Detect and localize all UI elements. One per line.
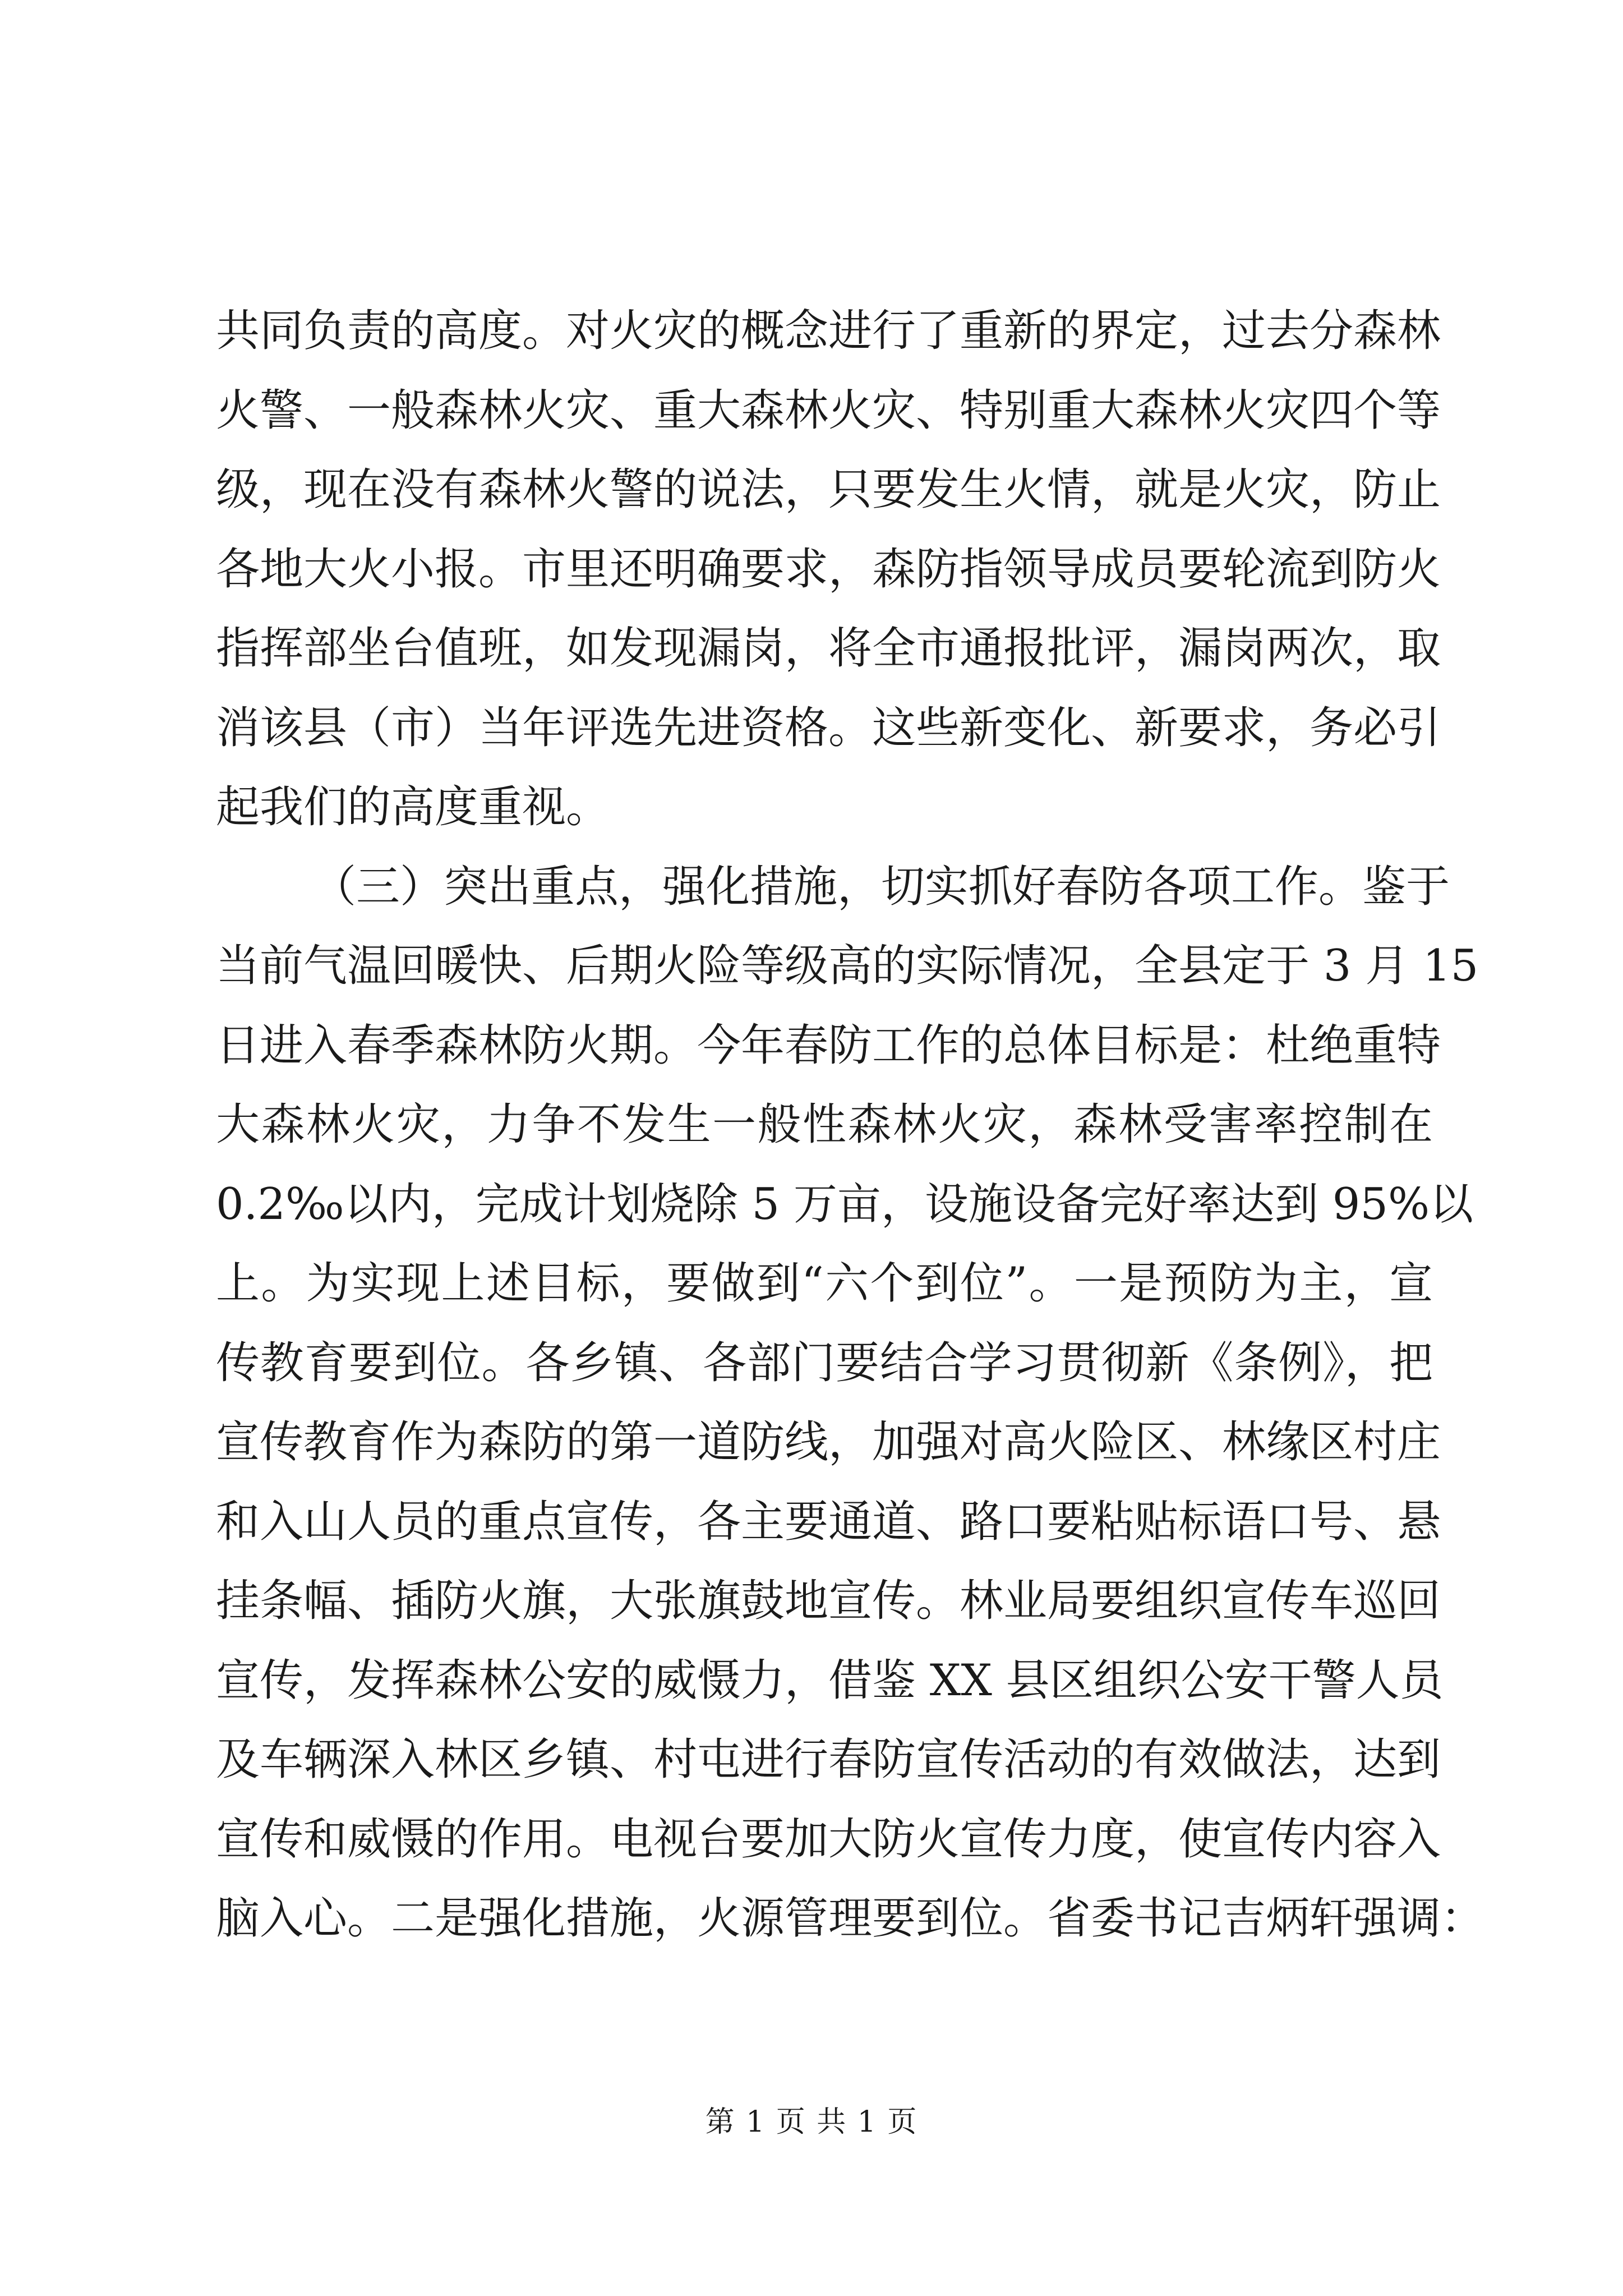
text-line: 传教育要到位。各乡镇、各部门要结合学习贯彻新《条例》，把 <box>216 1337 1433 1388</box>
text-line: 消该县（市）当年评选先进资格。这些新变化、新要求，务必引 <box>216 702 1441 753</box>
text-line: 火警、一般森林火灾、重大森林火灾、特别重大森林火灾四个等 <box>216 385 1441 436</box>
text-line: 上。为实现上述目标，要做到“六个到位”。一是预防为主，宣 <box>216 1258 1433 1309</box>
text-line: 指挥部坐台值班，如发现漏岗，将全市通报批评，漏岗两次，取 <box>216 623 1441 674</box>
text-line: 宣传教育作为森防的第一道防线，加强对高火险区、林缘区村庄 <box>216 1417 1441 1467</box>
text-line: 脑入心。二是强化措施，火源管理要到位。省委书记吉炳轩强调： <box>216 1893 1485 1944</box>
text-line: 起我们的高度重视。 <box>216 782 610 832</box>
text-line: 当前气温回暖快、后期火险等级高的实际情况，全县定于 3 月 15 <box>216 941 1479 991</box>
text-line: 宣传和威慑的作用。电视台要加大防火宣传力度，使宣传内容入 <box>216 1814 1441 1865</box>
text-line: 挂条幅、插防火旗，大张旗鼓地宣传。林业局要组织宣传车巡回 <box>216 1576 1441 1626</box>
text-line: 大森林火灾，力争不发生一般性森林火灾，森林受害率控制在 <box>216 1099 1433 1150</box>
text-line: 各地大火小报。市里还明确要求，森防指领导成员要轮流到防火 <box>216 544 1441 595</box>
text-line: 0.2‰以内，完成计划烧除 5 万亩，设施设备完好率达到 95%以 <box>216 1179 1474 1230</box>
page-number-footer: 第 1 页 共 1 页 <box>705 2105 918 2139</box>
text-line: （三）突出重点，强化措施，切实抓好春防各项工作。鉴于 <box>312 861 1450 912</box>
text-line: 及车辆深入林区乡镇、村屯进行春防宣传活动的有效做法，达到 <box>216 1734 1441 1785</box>
text-line: 共同负责的高度。对火灾的概念进行了重新的界定，过去分森林 <box>216 306 1441 356</box>
text-line: 级，现在没有森林火警的说法，只要发生火情，就是火灾，防止 <box>216 464 1441 515</box>
text-line: 和入山人员的重点宣传，各主要通道、路口要粘贴标语口号、悬 <box>216 1496 1441 1547</box>
document-body <box>216 292 1485 1959</box>
text-line: 日进入春季森林防火期。今年春防工作的总体目标是：杜绝重特 <box>216 1020 1441 1071</box>
text-line: 宣传，发挥森林公安的威慑力，借鉴 XX 县区组织公安干警人员 <box>216 1655 1444 1706</box>
